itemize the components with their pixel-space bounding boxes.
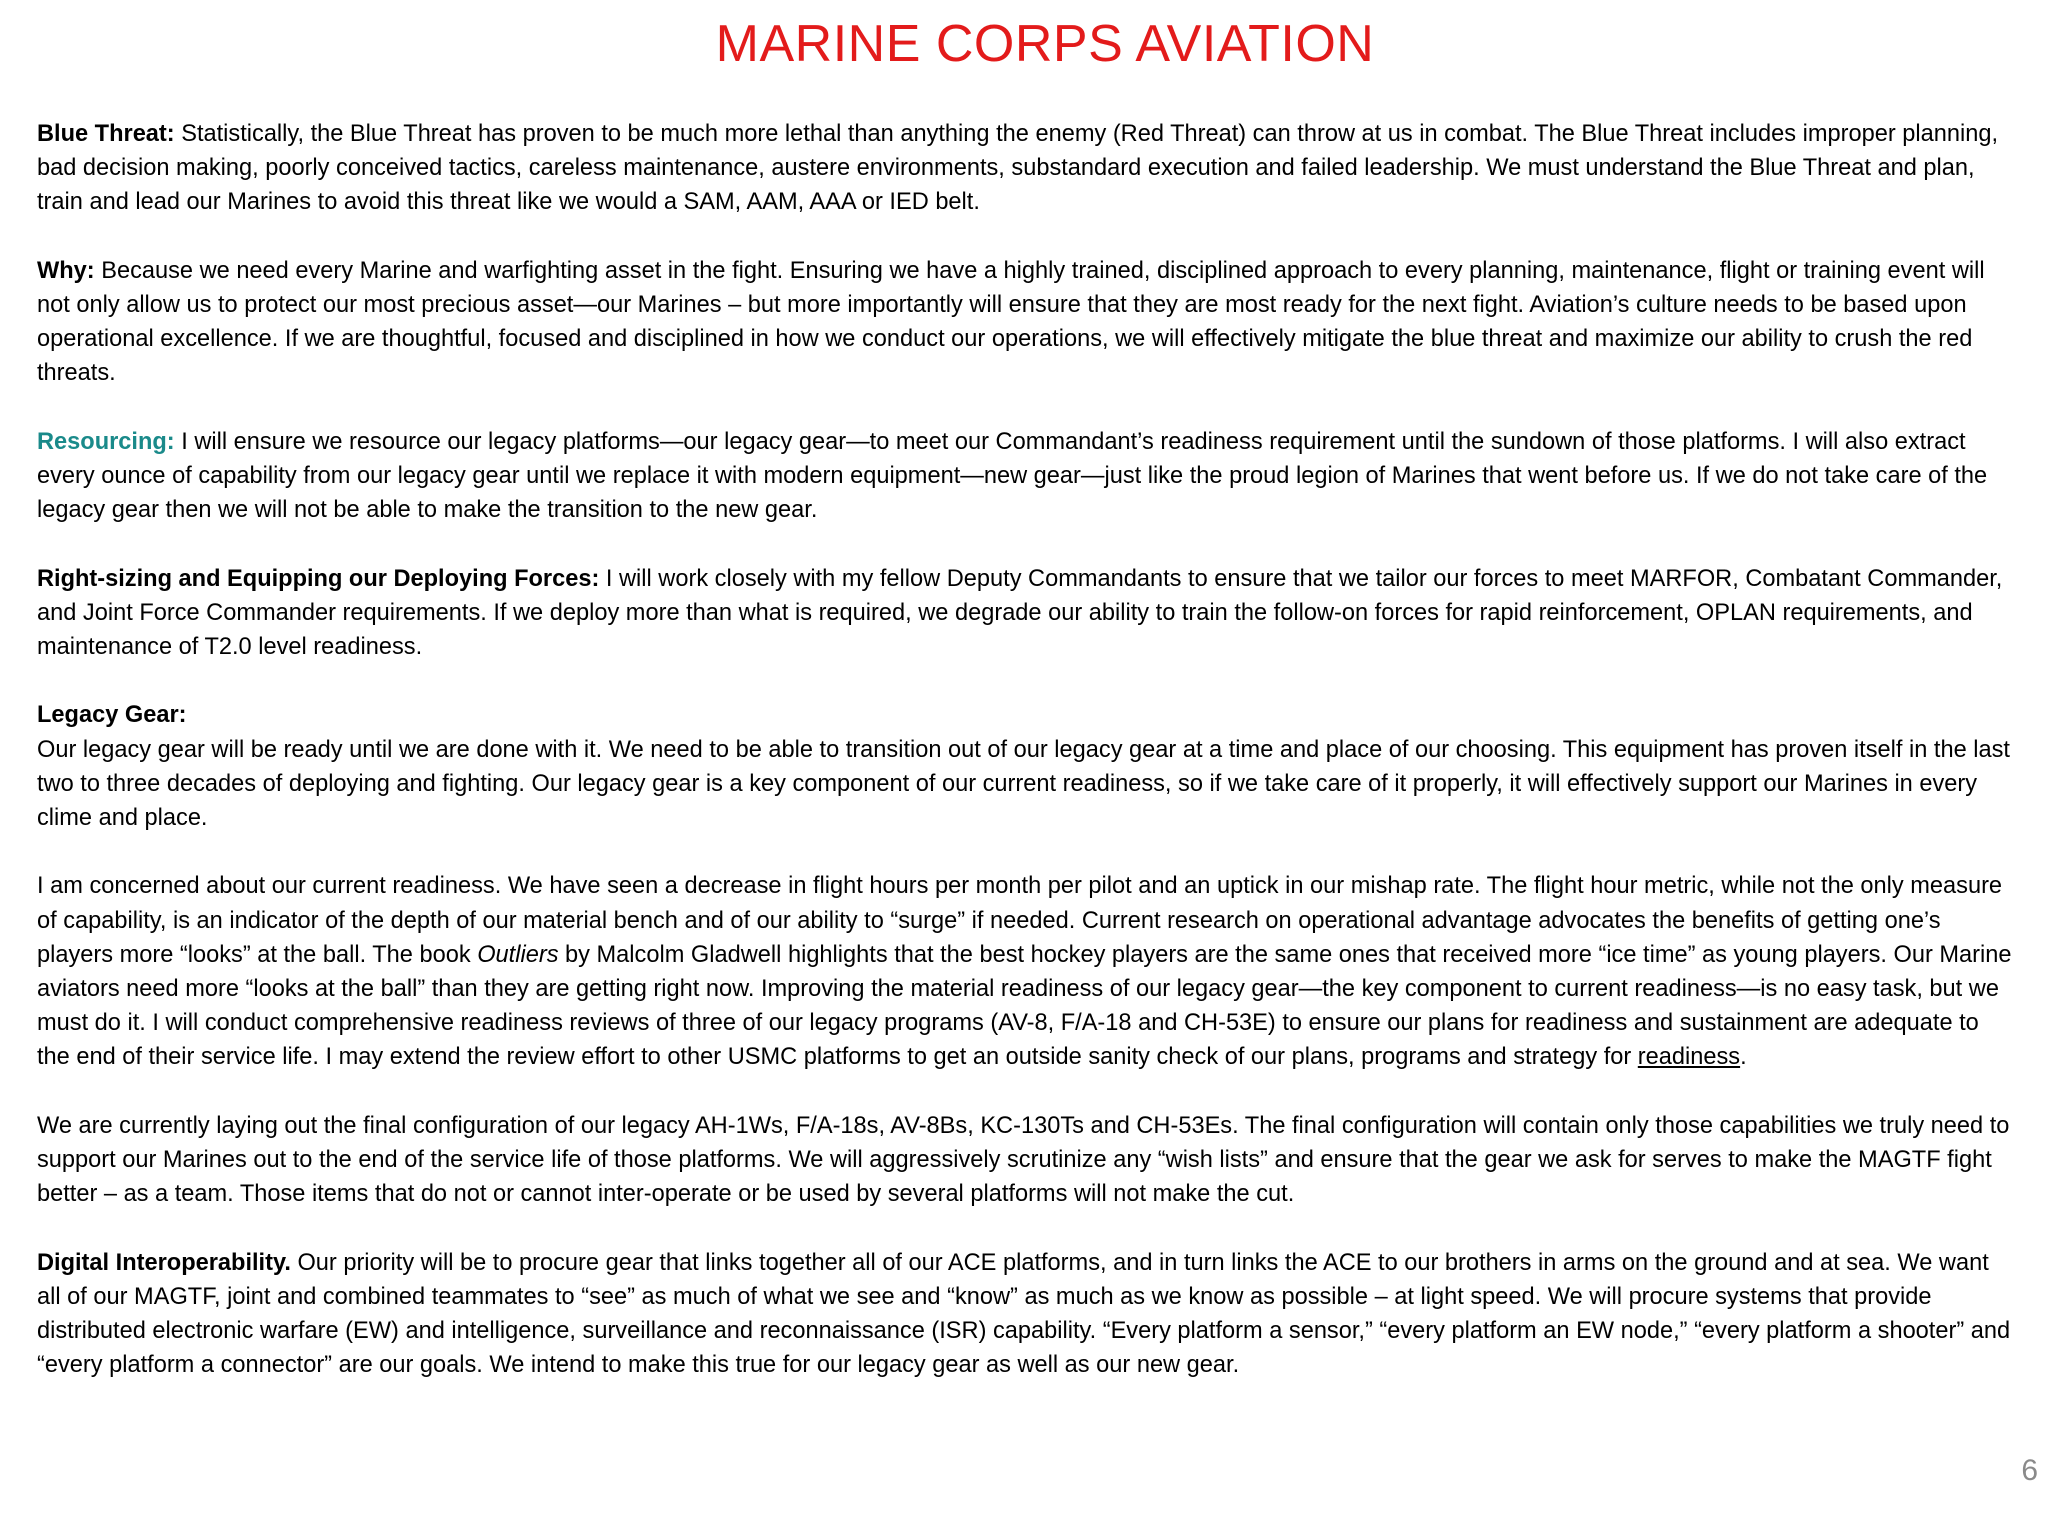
book-title-outliers: Outliers <box>477 941 559 968</box>
text-right-sizing: I will work closely with my fellow Deputy Commandants to ensure that we tailor our forces to meet MARFOR, Combatant Commander, and Joint Force Commander requirements. If we deploy more than what is required, we degrade our ability to train the follow-on forces for rapid reinforcement, OPLAN requirements, and maintenance of T2.0 level readiness. <box>37 565 2003 660</box>
heading-right-sizing: Right-sizing and Equipping our Deploying Forces: <box>37 565 600 592</box>
text-readiness-concern-part1: I am concerned about our current readiness. We have seen a decrease in flight hours per month per pilot and an uptick in our mishap rate. The flight hour metric, while not the only measure of capability, is an indicator of the depth of our material bench and of our ability to “surge” if needed. Current research on operational advantage advocates the benefits of getting one’s players more “looks” at the ball. The book <box>37 873 2003 968</box>
paragraph-final-configuration <box>37 1109 2012 1212</box>
heading-digital-interoperability: Digital Interoperability. <box>37 1249 291 1276</box>
text-legacy-gear: Our legacy gear will be ready until we are done with it. We need to be able to transition out of our legacy gear at a time and place of our choosing. This equipment has proven itself in the last two to three decades of deploying and fighting. Our legacy gear is a key component of our current readiness, so if we take care of it properly, it will effectively support our Marines in every clime and place. <box>37 736 2010 831</box>
underlined-readiness: readiness <box>1637 1044 1741 1071</box>
paragraph-why <box>37 254 2012 391</box>
heading-why: Why: <box>37 257 95 284</box>
text-readiness-concern-end: . <box>1740 1044 1747 1071</box>
heading-legacy-gear: Legacy Gear: <box>37 702 187 729</box>
paragraph-blue-threat <box>37 117 2012 220</box>
document-body <box>37 117 2012 1417</box>
text-blue-threat: Statistically, the Blue Threat has proven to be much more lethal than anything the enemy (Red Threat) can throw at us in combat. The Blue Threat includes improper planning, bad decision making, poorly conceived tactics, careless maintenance, austere environments, substandard execution and failed leadership. We must understand the Blue Threat and plan, train and lead our Marines to avoid this threat like we would a SAM, AAM, AAA or IED belt. <box>37 121 1999 216</box>
paragraph-readiness-concern <box>37 869 2012 1074</box>
heading-blue-threat: Blue Threat: <box>37 121 175 147</box>
text-readiness-concern-part2: by Malcolm Gladwell highlights that the best hockey players are the same ones that received more “ice time” as young players. Our Marine aviators need more “looks at the ball” than they are getting right now. Improving the material readiness of our legacy gear—the key component to current readiness—is no easy task, but we must do it. I will conduct comprehensive readiness reviews of three of our legacy programs (AV-8, F/A-18 and CH-53E) to ensure our plans for readiness and sustainment are adequate to the end of their service life. I may extend the review effort to other USMC platforms to get an outside sanity check of our plans, programs and strategy for <box>37 941 2012 1071</box>
text-resourcing: I will ensure we resource our legacy platforms—our legacy gear—to meet our Commandant’s readiness requirement until the sundown of those platforms. I will also extract every ounce of capability from our legacy gear until we replace it with modern equipment—new gear—just like the proud legion of Marines that went before us. If we do not take care of the legacy gear then we will not be able to make the transition to the new gear. <box>37 428 1988 524</box>
text-final-configuration: We are currently laying out the final configuration of our legacy AH-1Ws, F/A-18s, AV-8Bs, KC-130Ts and CH-53Es. The final configuration will contain only those capabilities we truly need to support our Marines out to the end of the service life of those platforms. We will aggressively scrutinize any “wish lists” and ensure that the gear we ask for serves to make the MAGTF fight better – as a team. Those items that do not or cannot inter-operate or be used by several platforms will not make the cut. <box>37 1112 2010 1208</box>
page-title: MARINE CORPS AVIATION <box>715 15 1375 73</box>
paragraph-legacy-gear <box>37 698 2012 835</box>
text-why: Because we need every Marine and warfighting asset in the fight. Ensuring we have a highly trained, disciplined approach to every planning, maintenance, flight or training event will not only allow us to protect our most precious asset—our Marines – but more importantly will ensure that they are most ready for the next fight. Aviation’s culture needs to be based upon operational excellence. If we are thoughtful, focused and disciplined in how we conduct our operations, we will effectively mitigate the blue threat and maximize our ability to crush the red threats. <box>37 257 1985 387</box>
heading-resourcing: Resourcing: <box>37 428 175 455</box>
page-number: 6 <box>2021 1454 2038 1487</box>
paragraph-digital-interoperability <box>37 1246 2012 1383</box>
text-digital-interoperability: Our priority will be to procure gear that links together all of our ACE platforms, and in turn links the ACE to our brothers in arms on the ground and at sea. We want all of our MAGTF, joint and combined teammates to “see” as much of what we see and “know” as much as we know as possible – at light speed. We will procure systems that provide distributed electronic warfare (EW) and intelligence, surveillance and reconnaissance (ISR) capability. “Every platform a sensor,” “every platform an EW node,” “every platform a shooter” and “every platform a connector” are our goals. We intend to make this true for our legacy gear as well as our new gear. <box>37 1249 2011 1379</box>
paragraph-resourcing <box>37 425 2012 528</box>
paragraph-right-sizing <box>37 562 2012 665</box>
